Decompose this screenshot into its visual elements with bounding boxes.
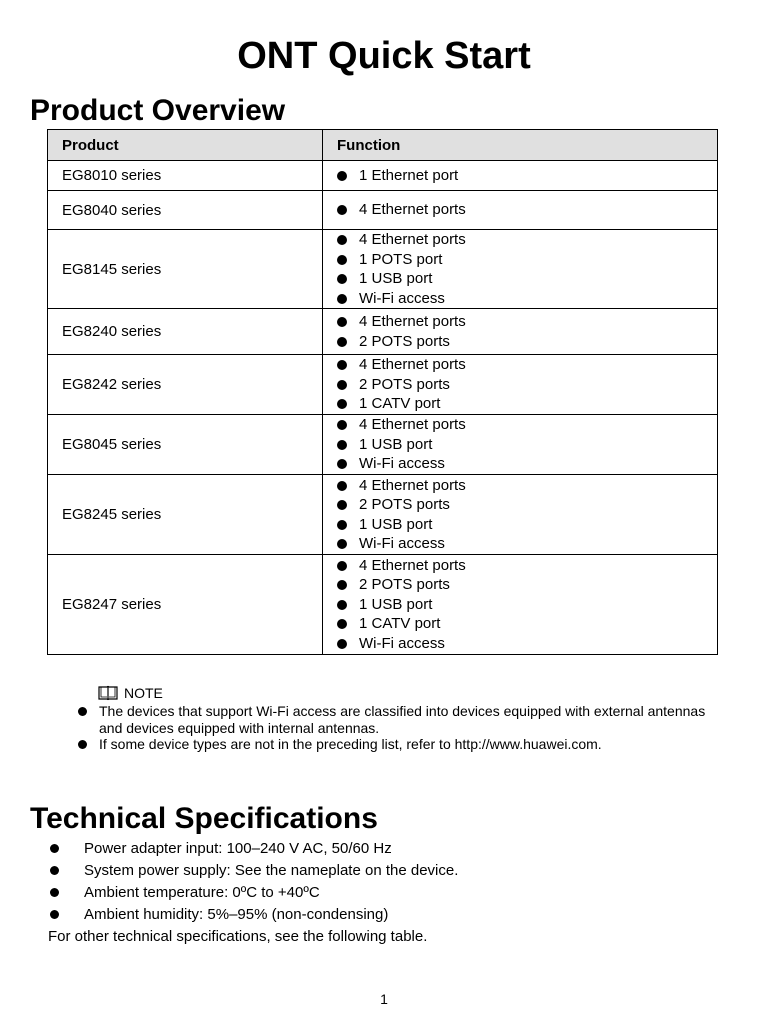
function-item: 2 POTS ports [337, 575, 717, 595]
function-item: 1 CATV port [337, 394, 717, 414]
function-item: 4 Ethernet ports [337, 556, 717, 576]
function-item: 2 POTS ports [337, 375, 717, 395]
function-item: 4 Ethernet ports [337, 415, 717, 435]
spec-item: System power supply: See the nameplate on the device. [48, 860, 458, 882]
function-item: 1 USB port [337, 515, 717, 535]
product-cell: EG8045 series [48, 415, 323, 475]
table-row [48, 161, 718, 191]
function-item: Wi-Fi access [337, 634, 717, 654]
spec-item: Ambient humidity: 5%–95% (non-condensing) [48, 904, 458, 926]
function-cell [323, 555, 718, 655]
table-row [48, 555, 718, 655]
function-column-header: Function [323, 130, 718, 161]
product-cell: EG8245 series [48, 475, 323, 555]
document-title: ONT Quick Start [237, 35, 531, 77]
specifications-section [48, 838, 458, 948]
function-item: 1 USB port [337, 595, 717, 615]
note-label: NOTE [124, 685, 163, 701]
note-header [98, 683, 718, 703]
product-overview-heading: Product Overview [30, 94, 286, 127]
note-item: The devices that support Wi-Fi access are classified into devices equipped with external antennas and devices equipped with internal antennas. [78, 703, 718, 736]
table-row [48, 309, 718, 355]
technical-specifications-heading: Technical Specifications [30, 802, 378, 835]
function-item: 4 Ethernet ports [337, 476, 717, 496]
table-row [48, 230, 718, 309]
table-row [48, 415, 718, 475]
product-cell: EG8040 series [48, 191, 323, 230]
book-icon [98, 685, 118, 701]
function-item: 1 Ethernet port [337, 166, 717, 186]
function-item: 2 POTS ports [337, 495, 717, 515]
function-item: 1 POTS port [337, 250, 717, 270]
function-item: 4 Ethernet ports [337, 355, 717, 375]
spec-item: Power adapter input: 100–240 V AC, 50/60 Hz [48, 838, 458, 860]
function-item: Wi-Fi access [337, 454, 717, 474]
function-item: 1 USB port [337, 435, 717, 455]
function-item: 2 POTS ports [337, 332, 717, 352]
table-row [48, 355, 718, 415]
product-table [47, 129, 718, 655]
product-cell: EG8145 series [48, 230, 323, 309]
spec-item: Ambient temperature: 0ºC to +40ºC [48, 882, 458, 904]
page-number: 1 [380, 991, 388, 1007]
product-column-header: Product [48, 130, 323, 161]
product-cell: EG8010 series [48, 161, 323, 191]
note-item: If some device types are not in the preceding list, refer to http://www.huawei.com. [78, 736, 718, 753]
function-item: Wi-Fi access [337, 289, 717, 309]
specs-footer-text: For other technical specifications, see the following table. [48, 928, 428, 945]
note-box [78, 683, 718, 753]
function-item: 1 USB port [337, 269, 717, 289]
function-cell [323, 309, 718, 355]
table-header-row [48, 130, 718, 161]
function-item: 1 CATV port [337, 614, 717, 634]
function-item: 4 Ethernet ports [337, 312, 717, 332]
function-cell [323, 230, 718, 309]
function-item: 4 Ethernet ports [337, 200, 717, 220]
table-row [48, 475, 718, 555]
product-table-body [48, 161, 718, 655]
product-cell: EG8242 series [48, 355, 323, 415]
function-item: 4 Ethernet ports [337, 230, 717, 250]
function-cell [323, 161, 718, 191]
function-cell [323, 191, 718, 230]
function-cell [323, 475, 718, 555]
table-row [48, 191, 718, 230]
product-cell: EG8240 series [48, 309, 323, 355]
function-cell [323, 415, 718, 475]
function-item: Wi-Fi access [337, 534, 717, 554]
product-cell: EG8247 series [48, 555, 323, 655]
function-cell [323, 355, 718, 415]
